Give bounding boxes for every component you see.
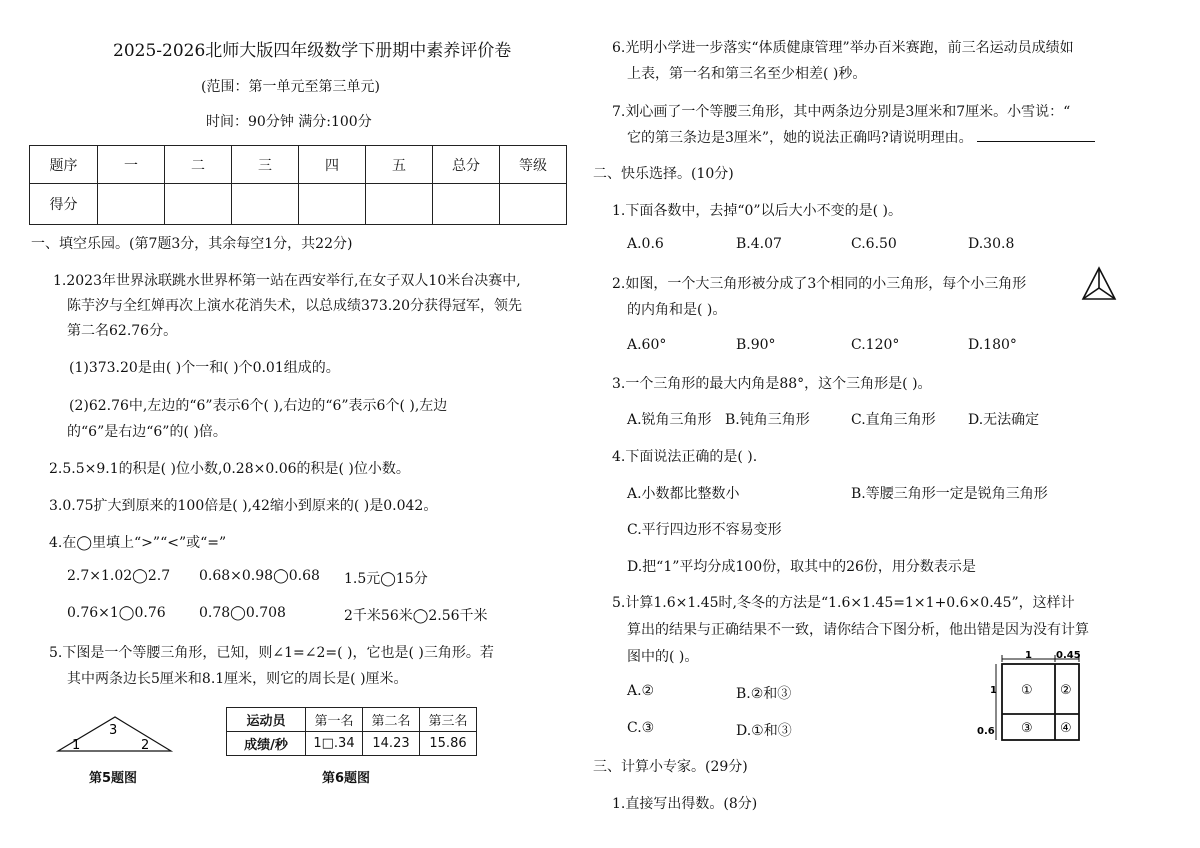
race-table-header-row — [227, 708, 477, 732]
q1-line1: 1.2023年世界泳联跳水世界杯第一站在西安举行,在女子双人10米台决赛中, — [53, 273, 521, 289]
q1-line2: 陈芋汐与全红婵再次上演水花消失术，以总成绩373.20分获得冠军，领先 — [67, 298, 522, 314]
race-table-cell: 15.86 — [420, 732, 477, 756]
score-input-cell[interactable] — [232, 184, 299, 225]
race-table-header-cell: 第一名 — [306, 708, 363, 732]
q4-item: 0.68×0.98◯0.68 — [199, 568, 320, 584]
mc3-option[interactable]: D.无法确定 — [968, 412, 1040, 428]
area-top-label: 0.45 — [1056, 650, 1081, 661]
q1-sub2-line1: (2)62.76中,左边的“6”表示6个( ),右边的“6”表示6个( ),左边 — [69, 398, 448, 414]
score-input-cell[interactable] — [165, 184, 232, 225]
mc4-option[interactable]: D.把“1”平均分成100份，取其中的26份，用分数表示是 — [627, 559, 976, 575]
section2-title: 二、快乐选择。(10分) — [593, 166, 734, 182]
score-table-score-row — [30, 184, 567, 225]
mc1-option[interactable]: D.30.8 — [968, 236, 1015, 252]
q5-line2: 其中两条边长5厘米和8.1厘米，则它的周长是( )厘米。 — [67, 671, 408, 687]
q2: 2.5.5×9.1的积是( )位小数,0.28×0.06的积是( )位小数。 — [49, 461, 410, 477]
q3: 3.0.75扩大到原来的100倍是( ),42缩小到原来的( )是0.042。 — [49, 498, 438, 514]
q7-line2 — [627, 127, 1095, 147]
exam-scope: (范围：第一单元至第三单元) — [201, 79, 380, 95]
divided-triangle-figure — [1081, 266, 1117, 302]
q4-title: 4.在◯里填上“>”“<”或“=” — [49, 535, 227, 551]
area-cell-label: ② — [1060, 683, 1072, 698]
q7-line1: 7.刘心画了一个等腰三角形，其中两条边分别是3厘米和7厘米。小雪说：“ — [612, 104, 1071, 120]
area-left-label: 1 — [990, 685, 997, 696]
mc5-line3: 图中的( )。 — [627, 649, 699, 665]
race-table-row-label: 成绩/秒 — [227, 732, 306, 756]
area-cell-label: ① — [1021, 683, 1033, 698]
triangle-angle-2-label: 2 — [141, 738, 150, 753]
score-header-cell: 四 — [299, 146, 366, 184]
mc1-option[interactable]: A.0.6 — [627, 236, 664, 252]
score-input-cell[interactable] — [366, 184, 433, 225]
q1-sub1: (1)373.20是由( )个一和( )个0.01组成的。 — [69, 360, 340, 376]
q1-line3: 第二名62.76分。 — [67, 323, 178, 339]
score-input-cell[interactable] — [98, 184, 165, 225]
score-header-cell: 等级 — [500, 146, 567, 184]
race-table-data-row — [227, 732, 477, 756]
race-table-header-cell: 第三名 — [420, 708, 477, 732]
mc5-option[interactable]: D.①和③ — [736, 723, 792, 739]
mc2-option[interactable]: B.90° — [736, 337, 776, 353]
mc3-option[interactable]: C.直角三角形 — [851, 412, 936, 428]
mc2-line2: 的内角和是( )。 — [627, 302, 727, 318]
q4-item: 2千米56米◯2.56千米 — [344, 608, 488, 624]
mc2-line1: 2.如图，一个大三角形被分成了3个相同的小三角形，每个小三角形 — [612, 276, 1027, 292]
q7-answer-blank[interactable] — [977, 127, 1095, 142]
section3-title: 三、计算小专家。(29分) — [593, 759, 748, 775]
q1-sub2-line2: 的“6”是右边“6”的( )倍。 — [67, 424, 227, 440]
exam-title: 2025-2026北师大版四年级数学下册期中素养评价卷 — [113, 41, 512, 61]
q6-line1: 6.光明小学进一步落实“体质健康管理”举办百米赛跑，前三名运动员成绩如 — [612, 40, 1074, 56]
mc3-stem: 3.一个三角形的最大内角是88°，这个三角形是( )。 — [612, 376, 932, 392]
mc1-option[interactable]: B.4.07 — [736, 236, 782, 252]
score-header-cell: 三 — [232, 146, 299, 184]
mc5-option[interactable]: A.② — [627, 683, 655, 699]
q4-item: 1.5元◯15分 — [344, 571, 428, 587]
score-table-header-row — [30, 146, 567, 184]
score-header-cell: 一 — [98, 146, 165, 184]
q7-line2-text: 它的第三条边是3厘米”，她的说法正确吗?请说明理由。 — [627, 130, 973, 146]
mc3-option[interactable]: B.钝角三角形 — [725, 412, 810, 428]
mc2-option[interactable]: C.120° — [851, 337, 900, 353]
race-table-cell: 1□.34 — [306, 732, 363, 756]
fig5-caption: 第5题图 — [89, 771, 138, 786]
race-table-header-cell: 第二名 — [363, 708, 420, 732]
q5-line1: 5.下图是一个等腰三角形，已知，则∠1=∠2=( )，它也是( )三角形。若 — [49, 645, 494, 661]
mc4-option[interactable]: A.小数都比整数小 — [627, 486, 740, 502]
score-row-label: 得分 — [30, 184, 98, 225]
triangle-angle-1-label: 1 — [72, 738, 81, 753]
section3-q1: 1.直接写出得数。(8分) — [612, 796, 758, 812]
mc5-line2: 算出的结果与正确结果不一致，请你结合下图分析，他出错是因为没有计算 — [627, 622, 1089, 638]
mc4-stem: 4.下面说法正确的是( ). — [612, 449, 758, 465]
mc5-option[interactable]: C.③ — [627, 720, 655, 736]
mc4-option[interactable]: C.平行四边形不容易变形 — [627, 522, 782, 538]
triangle-angle-3-label: 3 — [109, 723, 118, 738]
mc5-option[interactable]: B.②和③ — [736, 686, 792, 702]
isosceles-triangle-figure — [55, 713, 175, 755]
score-header-cell: 二 — [165, 146, 232, 184]
mc3-option[interactable]: A.锐角三角形 — [627, 412, 712, 428]
fig6-caption: 第6题图 — [322, 771, 371, 786]
exam-time: 时间：90分钟 满分:100分 — [206, 114, 372, 130]
score-table — [29, 145, 567, 225]
area-cell-label: ④ — [1060, 721, 1072, 736]
score-input-cell[interactable] — [500, 184, 567, 225]
mc4-option[interactable]: B.等腰三角形一定是锐角三角形 — [851, 486, 1048, 502]
q4-item: 2.7×1.02◯2.7 — [67, 568, 171, 584]
mc5-line1: 5.计算1.6×1.45时,冬冬的方法是“1.6×1.45=1×1+0.6×0.45”，这样计 — [612, 595, 1075, 611]
q4-item: 0.76×1◯0.76 — [67, 605, 166, 621]
race-table-cell: 14.23 — [363, 732, 420, 756]
score-input-cell[interactable] — [299, 184, 366, 225]
mc2-option[interactable]: A.60° — [627, 337, 667, 353]
score-header-cell: 总分 — [433, 146, 500, 184]
score-header-cell: 题序 — [30, 146, 98, 184]
q6-line2: 上表，第一名和第三名至少相差( )秒。 — [627, 66, 867, 82]
section1-title: 一、填空乐园。(第7题3分，其余每空1分，共22分) — [31, 236, 353, 252]
score-header-cell: 五 — [366, 146, 433, 184]
score-input-cell[interactable] — [433, 184, 500, 225]
mc2-option[interactable]: D.180° — [968, 337, 1017, 353]
race-table-header-cell: 运动员 — [227, 708, 306, 732]
area-left-label: 0.6 — [977, 726, 995, 737]
mc1-stem: 1.下面各数中，去掉“0”以后大小不变的是( )。 — [612, 203, 902, 219]
area-top-label: 1 — [1025, 650, 1032, 661]
area-model-figure — [976, 648, 1086, 744]
q4-item: 0.78◯0.708 — [199, 605, 286, 621]
area-cell-label: ③ — [1021, 721, 1033, 736]
race-results-table — [226, 707, 477, 756]
mc1-option[interactable]: C.6.50 — [851, 236, 897, 252]
